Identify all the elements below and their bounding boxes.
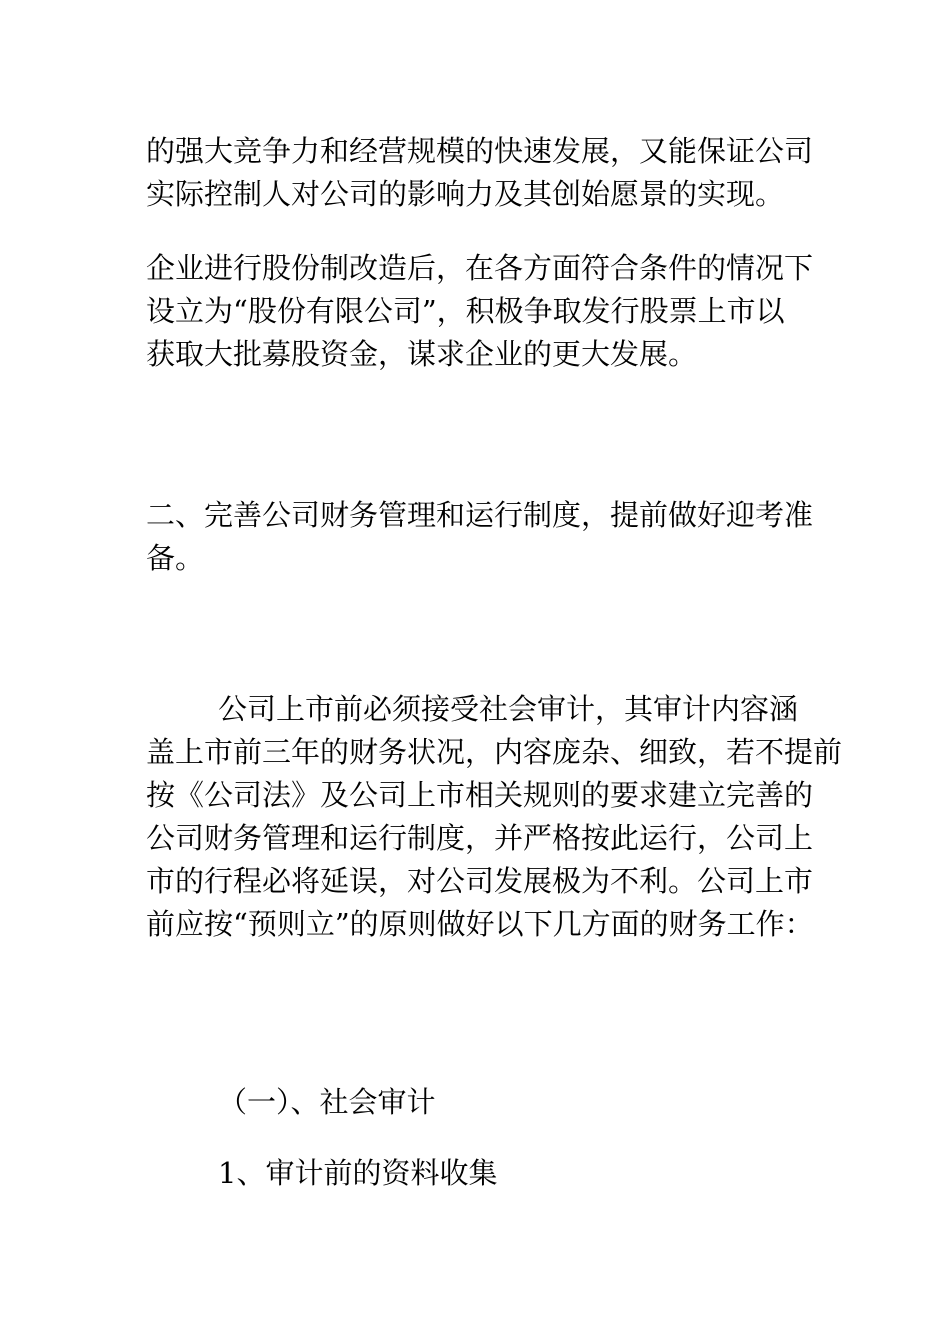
heading-line: 备。 bbox=[146, 541, 205, 575]
text-line: 按《公司法》及公司上市相关规则的要求建立完善的 bbox=[146, 778, 814, 812]
text-line: 实际控制人对公司的影响力及其创始愿景的实现。 bbox=[146, 177, 785, 211]
paragraph-joint-stock bbox=[146, 247, 816, 376]
subheading-social-audit bbox=[146, 1081, 816, 1124]
text-line: 公司上市前必须接受社会审计，其审计内容涵 bbox=[218, 692, 799, 726]
text-line: 市的行程必将延误，对公司发展极为不利。公司上市 bbox=[146, 864, 814, 898]
paragraph-continuation bbox=[146, 130, 816, 216]
section-heading-two bbox=[146, 494, 816, 580]
text-line: 前应按“预则立”的原则做好以下几方面的财务工作： bbox=[146, 907, 814, 941]
subheading-data-collection bbox=[146, 1152, 816, 1195]
heading-line: 二、完善公司财务管理和运行制度，提前做好迎考准 bbox=[146, 498, 814, 532]
paragraph-audit bbox=[146, 688, 843, 946]
heading-line: （一）、社会审计 bbox=[218, 1085, 436, 1119]
text-line: 公司财务管理和运行制度，并严格按此运行，公司上 bbox=[146, 821, 814, 855]
text-line: 设立为“股份有限公司”，积极争取发行股票上市以 bbox=[146, 294, 785, 328]
text-line: 的强大竞争力和经营规模的快速发展，又能保证公司 bbox=[146, 134, 814, 168]
text-line: 获取大批募股资金，谋求企业的更大发展。 bbox=[146, 337, 698, 371]
text-line: 盖上市前三年的财务状况，内容庞杂、细致，若不提前 bbox=[146, 735, 843, 769]
heading-line: 1、审计前的资料收集 bbox=[218, 1156, 498, 1190]
text-line: 企业进行股份制改造后，在各方面符合条件的情况下 bbox=[146, 251, 814, 285]
